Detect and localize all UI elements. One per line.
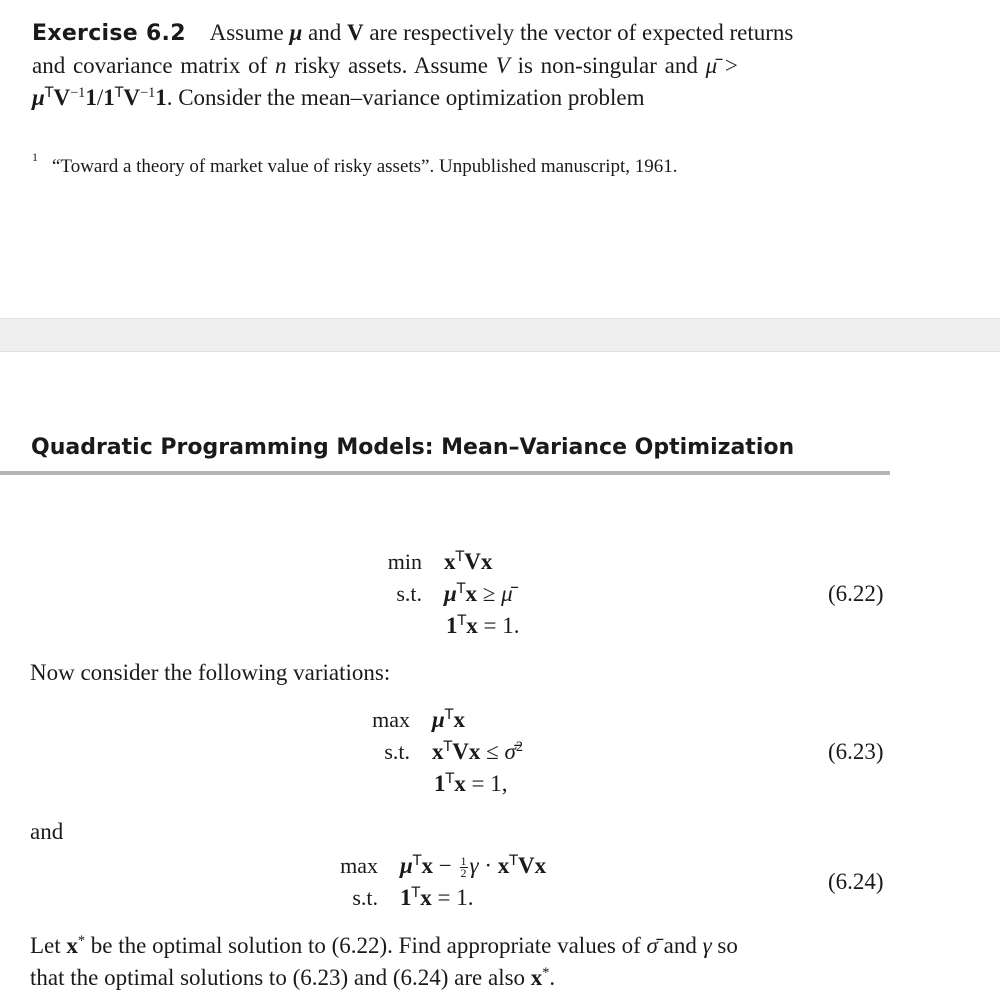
ratio-expression: $\mu^TV^{-1}1/1^TV^{-1}1$: [32, 85, 167, 110]
footnote-text: “Toward a theory of market value of risky assets”. Unpublished manuscript, 1961.: [52, 156, 678, 177]
exercise-line-1: Exercise 6.2 Assume μ and V are respectively the vector of expected returns: [32, 20, 794, 46]
and-text: and: [30, 819, 64, 844]
exercise-line-2: and covariance matrix of n risky assets. Assume V is non-singular and μ̄ >: [32, 53, 738, 78]
V-symbol: V: [346, 20, 364, 45]
closing-line-2: that the optimal solutions to (6.23) and (6.24) are also x*.: [30, 965, 556, 990]
equation-number: (6.24): [828, 869, 884, 894]
header-rule: [0, 471, 890, 475]
exercise-paragraph: [32, 17, 902, 114]
exercise-line-3: $\mu^TV^{-1}1/1^TV^{-1}1$. Consider the mean–variance optimization problem: [32, 85, 645, 110]
running-header: Quadratic Programming Models: Mean–Variance Optimization: [31, 435, 795, 460]
equation-number: (6.22): [828, 581, 884, 606]
variations-intro: Now consider the following variations:: [30, 660, 391, 685]
footnote-marker: 1: [32, 150, 38, 164]
exercise-label: Exercise 6.2: [32, 21, 186, 46]
closing-paragraph: [30, 930, 900, 994]
closing-line-1: Let x* be the optimal solution to (6.22). Find appropriate values of σ̄ and γ so: [30, 933, 738, 958]
page-break: [0, 318, 1000, 352]
equation-number: (6.23): [828, 739, 884, 764]
mu-symbol: μ: [289, 20, 303, 45]
